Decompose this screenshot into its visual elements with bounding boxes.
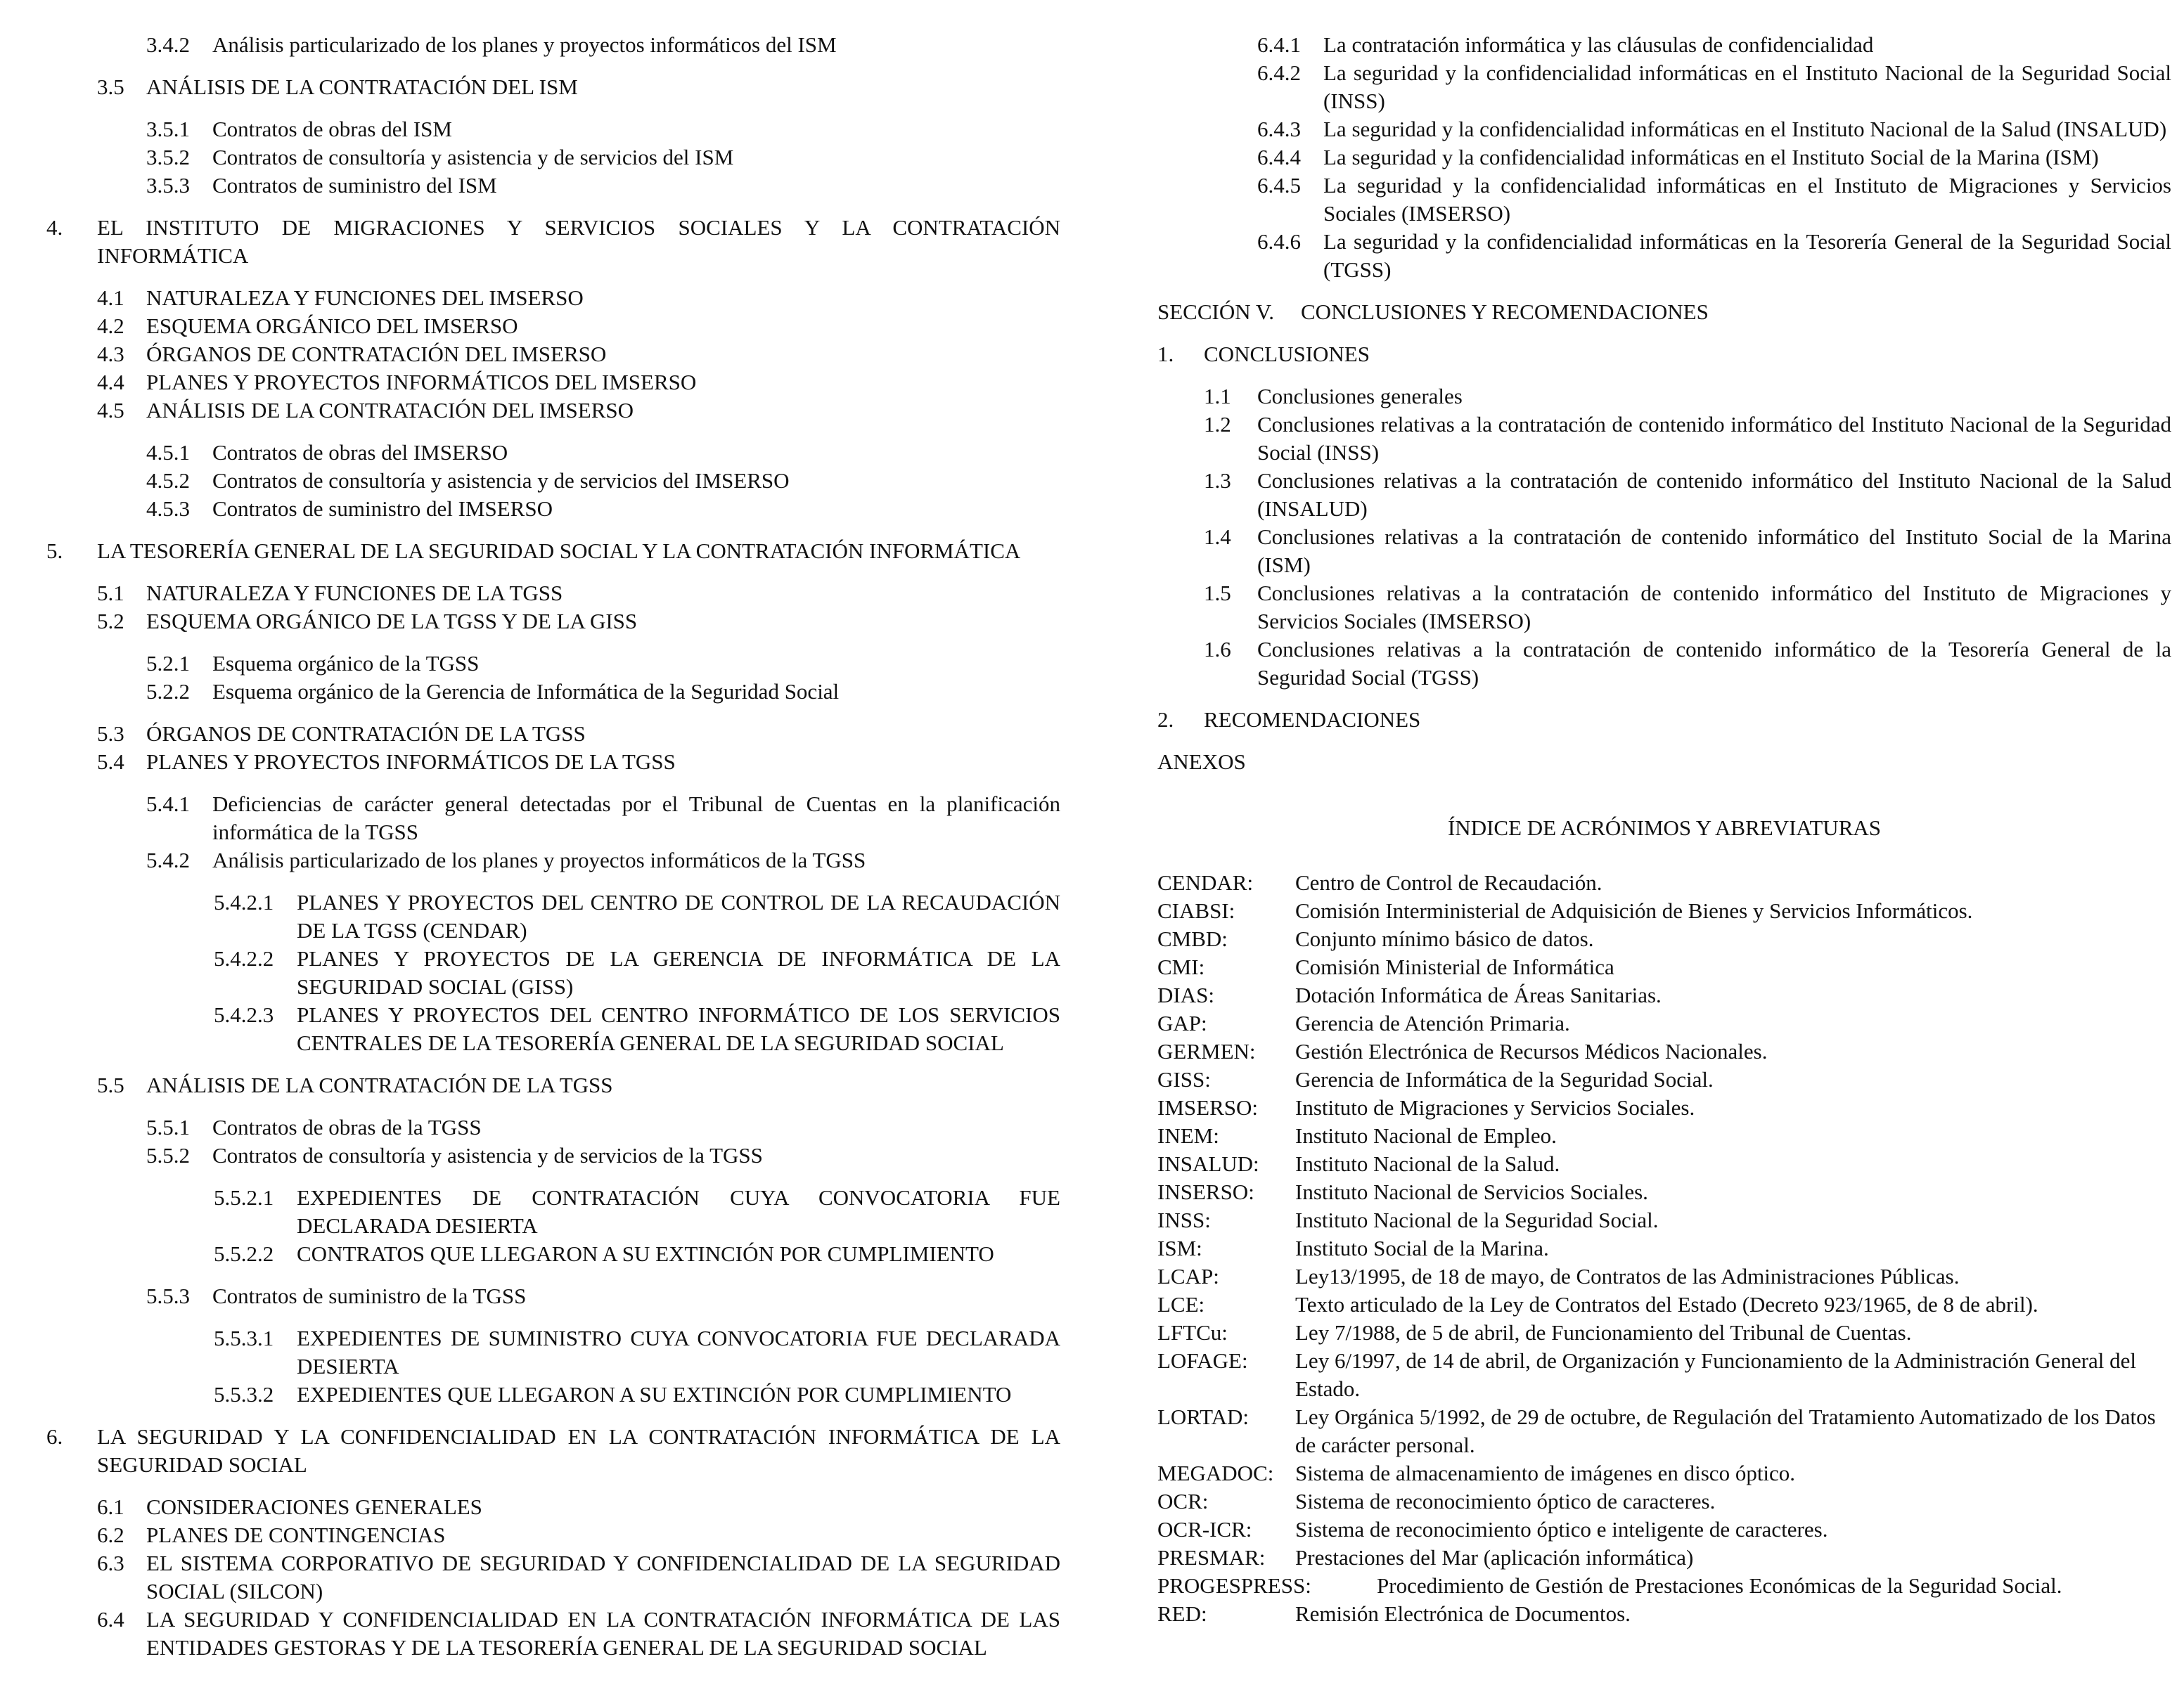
toc-entry-number: 5.3 [97,721,124,746]
toc-entry [1257,31,2171,59]
toc-entry [97,368,1060,396]
toc-entry-number: 6.4.5 [1257,173,1301,198]
acronym-abbr: INEM: [1157,1123,1219,1148]
acronym-abbr: INSS: [1157,1208,1211,1232]
toc-entry-number: 4.5 [97,398,124,422]
toc-entry-title: Conclusiones generales [1257,384,1463,408]
toc-entry-title: Esquema orgánico de la Gerencia de Informática de la Seguridad Social [212,679,840,704]
acronym-abbr: CENDAR: [1157,870,1254,895]
toc-entry-title: NATURALEZA Y FUNCIONES DE LA TGSS [146,581,563,605]
toc-entry-title: PLANES Y PROYECTOS DE LA GERENCIA DE INFORMÁTICA DE LA SEGURIDAD SOCIAL (GISS) [297,946,1060,999]
toc-entry-number: 4.5.2 [146,468,190,493]
toc-entry [146,143,1060,172]
toc-entry-title: EL INSTITUTO DE MIGRACIONES Y SERVICIOS SOCIALES Y LA CONTRATACIÓN INFORMÁTICA [97,215,1060,268]
acronym-abbr: ISM: [1157,1236,1202,1260]
toc-entry-title: CONCLUSIONES [1204,342,1370,366]
acronym-entry [1157,981,2171,1009]
toc-entry-number: 6.4.1 [1257,32,1301,57]
toc-entry-title: ANÁLISIS DE LA CONTRATACIÓN DEL ISM [146,75,578,99]
toc-entry [146,846,1060,874]
toc-entry-title: EXPEDIENTES DE SUMINISTRO CUYA CONVOCATORIA FUE DECLARADA DESIERTA [297,1326,1060,1379]
acronym-definition: Ley 7/1988, de 5 de abril, de Funcionamiento del Tribunal de Cuentas. [1295,1320,1912,1345]
acronym-entry [1157,1459,2171,1487]
toc-entry [1204,635,2171,692]
toc-entry [1157,298,2171,326]
toc-entry [214,1324,1060,1381]
toc-entry-number: 1.4 [1204,524,1231,549]
toc-entry-title: CONTRATOS QUE LLEGARON A SU EXTINCIÓN POR CUMPLIMIENTO [297,1241,994,1266]
toc-entry-number: 5.5.2.1 [214,1185,274,1210]
acronyms-title: ÍNDICE DE ACRÓNIMOS Y ABREVIATURAS [1447,815,1882,840]
acronym-definition: Gestión Electrónica de Recursos Médicos Nacionales. [1295,1039,1768,1064]
toc-entry [146,467,1060,495]
toc-entry [146,1142,1060,1170]
acronym-definition: Comisión Interministerial de Adquisición de Bienes y Servicios Informáticos. [1295,898,1973,923]
acronym-definition: Instituto Social de la Marina. [1295,1236,1549,1260]
toc-entry-number: 1.5 [1204,581,1231,605]
acronym-definition: Sistema de reconocimiento óptico de caracteres. [1295,1489,1716,1513]
toc-entry-number: 6.4.6 [1257,229,1301,254]
acronym-entry [1157,1291,2171,1319]
acronym-entry [1157,953,2171,981]
toc-entry [97,1493,1060,1521]
toc-entry [146,439,1060,467]
toc-entry-number: 6.4.2 [1257,60,1301,85]
toc-entry-number: 6. [46,1424,63,1449]
acronym-definition: Ley 6/1997, de 14 de abril, de Organización y Funcionamiento de la Administración General del Estado. [1295,1348,2137,1401]
toc-entry-number: 3.5 [97,75,124,99]
toc-entry-title: Contratos de obras de la TGSS [212,1115,482,1140]
acronym-definition: Comisión Ministerial de Informática [1295,955,1614,979]
toc-entry-title: PLANES DE CONTINGENCIAS [146,1523,446,1547]
toc-entry [1157,706,2171,734]
toc-entry [1257,143,2171,172]
acronym-abbr: INSERSO: [1157,1180,1254,1204]
toc-entry-number: 1.3 [1204,468,1231,493]
acronym-definition: Instituto de Migraciones y Servicios Sociales. [1295,1095,1695,1120]
acronym-abbr: MEGADOC: [1157,1461,1274,1485]
acronym-entry [1157,1263,2171,1291]
toc-entry-title: LA SEGURIDAD Y LA CONFIDENCIALIDAD EN LA CONTRATACIÓN INFORMÁTICA DE LA SEGURIDAD SOCIAL [97,1424,1060,1477]
toc-entry-title: PLANES Y PROYECTOS INFORMÁTICOS DEL IMSERSO [146,370,697,394]
toc-entry [97,1549,1060,1606]
right-column [1157,31,2171,1628]
toc-entry-number: 3.5.2 [146,145,190,169]
toc-entry-number: 5.4.2.3 [214,1002,274,1027]
acronym-abbr: GERMEN: [1157,1039,1256,1064]
toc-entry-title: Conclusiones relativas a la contratación de contenido informático del Instituto Nacional de la Salud (INSALUD) [1257,468,2171,521]
toc-entry-number: 3.4.2 [146,32,190,57]
toc-entry [146,31,1060,59]
toc-entry-number: 5.1 [97,581,124,605]
acronym-definition: Centro de Control de Recaudación. [1295,870,1602,895]
toc-entry-number: 6.3 [97,1551,124,1575]
toc-entry-title: La seguridad y la confidencialidad informáticas en el Instituto de Migraciones y Servicios Sociales (IMSERSO) [1323,173,2171,226]
toc-entry-title: ANÁLISIS DE LA CONTRATACIÓN DEL IMSERSO [146,398,634,422]
toc-entry-title: ESQUEMA ORGÁNICO DEL IMSERSO [146,314,518,338]
toc-entry [1204,382,2171,411]
toc-entry-number: 5.4.2 [146,848,190,872]
toc-entry [1257,59,2171,115]
toc-entry-number: 5.4.1 [146,792,190,816]
acronym-entry [1157,1516,2171,1544]
toc-entry-number: 6.2 [97,1523,124,1547]
toc-entry [46,1423,1060,1479]
toc-entry-number: 3.5.3 [146,173,190,198]
toc-entry-title: Contratos de suministro de la TGSS [212,1284,527,1308]
toc-entry-title: La seguridad y la confidencialidad informáticas en la Tesorería General de la Seguridad Social (TGSS) [1323,229,2171,282]
left-column [46,31,1060,1662]
toc-entry-title: Contratos de obras del ISM [212,117,452,141]
toc-entry [97,748,1060,776]
acronym-definition: Instituto Nacional de la Seguridad Social. [1295,1208,1659,1232]
acronym-definition: Instituto Nacional de Empleo. [1295,1123,1557,1148]
acronym-abbr: GISS: [1157,1067,1211,1092]
toc-entry [97,1071,1060,1099]
toc-entry-title: La seguridad y la confidencialidad informáticas en el Instituto Social de la Marina (ISM) [1323,145,2099,169]
toc-entry-title: La contratación informática y las cláusulas de confidencialidad [1323,32,1874,57]
toc-entry [46,214,1060,270]
toc-entry [214,945,1060,1001]
acronym-entry [1157,1206,2171,1234]
toc-entry [97,396,1060,425]
acronym-abbr: LOFAGE: [1157,1348,1248,1373]
toc-entry [1204,523,2171,579]
toc-entry-title: CONSIDERACIONES GENERALES [146,1494,482,1519]
toc-entry-number: 4.1 [97,285,124,310]
toc-entry [97,607,1060,635]
toc-entry-number: 4.2 [97,314,124,338]
acronym-abbr: INSALUD: [1157,1151,1259,1176]
toc-entry-number: 1.6 [1204,637,1231,661]
acronym-abbr: DIAS: [1157,983,1214,1007]
acronym-entry [1157,1347,2171,1403]
toc-entry [146,790,1060,846]
toc-entry-number: 4.4 [97,370,124,394]
toc-entry [97,1521,1060,1549]
acronym-entry [1157,925,2171,953]
toc-entry [146,678,1060,706]
toc-entry-number: 5.5.2 [146,1143,190,1168]
acronym-definition: Remisión Electrónica de Documentos. [1295,1601,1631,1626]
toc-entry-number: 5. [46,538,63,563]
toc-entry-title: Contratos de suministro del IMSERSO [212,496,553,521]
toc-entry-title: LA TESORERÍA GENERAL DE LA SEGURIDAD SOCIAL Y LA CONTRATACIÓN INFORMÁTICA [97,538,1021,563]
toc-entry [1204,579,2171,635]
toc-entry [1157,748,2171,776]
toc-entry [97,73,1060,101]
toc-entry-title: La seguridad y la confidencialidad informáticas en el Instituto Nacional de la Salud (INSALUD) [1323,117,2167,141]
toc-entry-title: Contratos de obras del IMSERSO [212,440,508,465]
toc-entry-number: 6.4 [97,1607,124,1632]
toc-entry-title: Conclusiones relativas a la contratación de contenido informático del Instituto Social de la Marina (ISM) [1257,524,2171,577]
toc-entry [1204,467,2171,523]
toc-entry [214,889,1060,945]
toc-entry-number: 5.5.3.2 [214,1382,274,1407]
toc-entry-number: 4.3 [97,342,124,366]
toc-entry-title: Conclusiones relativas a la contratación de contenido informático del Instituto Nacional de la Seguridad Social (INSS) [1257,412,2171,465]
acronym-definition: Dotación Informática de Áreas Sanitarias. [1295,983,1662,1007]
toc-entry [214,1240,1060,1268]
acronym-abbr: LFTCu: [1157,1320,1228,1345]
toc-entry-title: LA SEGURIDAD Y CONFIDENCIALIDAD EN LA CONTRATACIÓN INFORMÁTICA DE LAS ENTIDADES GESTORAS Y DE LA TESORERÍA GENERAL DE LA SEGURIDAD SOCIAL [146,1607,1060,1660]
acronyms-list [1157,869,2171,1628]
toc-entry [1157,340,2171,368]
toc-entry-title: Contratos de consultoría y asistencia y de servicios del ISM [212,145,734,169]
toc-entry [46,537,1060,565]
acronym-definition: Sistema de reconocimiento óptico e inteligente de caracteres. [1295,1517,1828,1542]
toc-entry-title: Esquema orgánico de la TGSS [212,651,480,676]
acronym-entry [1157,869,2171,897]
acronym-abbr: IMSERSO: [1157,1095,1258,1120]
acronym-entry [1157,1094,2171,1122]
toc-entry-title: NATURALEZA Y FUNCIONES DEL IMSERSO [146,285,584,310]
acronym-entry [1157,1038,2171,1066]
acronym-definition: Ley13/1995, de 18 de mayo, de Contratos de las Administraciones Públicas. [1295,1264,1960,1289]
toc-entry-number: 5.5 [97,1073,124,1097]
toc-entry-title: ÓRGANOS DE CONTRATACIÓN DE LA TGSS [146,721,586,746]
acronym-abbr: LORTAD: [1157,1405,1249,1429]
toc-entry-title: ESQUEMA ORGÁNICO DE LA TGSS Y DE LA GISS [146,609,638,633]
acronym-entry [1157,1572,2171,1600]
toc-entry [146,650,1060,678]
acronym-entry [1157,1122,2171,1150]
acronym-abbr: LCE: [1157,1292,1205,1317]
toc-entry-number: 4. [46,215,63,240]
toc-entry-title: RECOMENDACIONES [1204,707,1421,732]
acronym-entry [1157,897,2171,925]
acronym-entry [1157,1544,2171,1572]
acronym-definition: Conjunto mínimo básico de datos. [1295,927,1594,951]
right-toc [1157,31,2171,776]
acronym-entry [1157,1009,2171,1038]
toc-entry-number: 5.5.2.2 [214,1241,274,1266]
toc-entry [146,1282,1060,1310]
toc-entry-number: 6.4.3 [1257,117,1301,141]
toc-entry [146,115,1060,143]
toc-entry-title: PLANES Y PROYECTOS DEL CENTRO INFORMÁTICO DE LOS SERVICIOS CENTRALES DE LA TESORERÍA GENERAL DE LA SEGURIDAD SOCIAL [297,1002,1060,1055]
toc-entry [97,1606,1060,1662]
toc-entry-number: 4.5.3 [146,496,190,521]
toc-entry-number: 1.1 [1204,384,1231,408]
toc-entry [214,1001,1060,1057]
toc-entry-number: 3.5.1 [146,117,190,141]
toc-entry [146,1113,1060,1142]
acronym-definition: Instituto Nacional de la Salud. [1295,1151,1560,1176]
acronym-abbr: GAP: [1157,1011,1207,1035]
acronym-entry [1157,1066,2171,1094]
toc-entry [1204,411,2171,467]
toc-entry-title: EL SISTEMA CORPORATIVO DE SEGURIDAD Y CONFIDENCIALIDAD DE LA SEGURIDAD SOCIAL (SILCON) [146,1551,1060,1603]
acronym-abbr: OCR: [1157,1489,1209,1513]
acronym-abbr: LCAP: [1157,1264,1219,1289]
toc-entry [1257,115,2171,143]
toc-entry [1257,172,2171,228]
toc-entry-title: Conclusiones relativas a la contratación de contenido informático de la Tesorería General de la Seguridad Social (TGSS) [1257,637,2171,690]
toc-entry-number: 5.4.2.2 [214,946,274,971]
toc-entry-number: 5.2 [97,609,124,633]
toc-entry-title: La seguridad y la confidencialidad informáticas en el Instituto Nacional de la Seguridad Social (INSS) [1323,60,2171,113]
toc-entry-title: Contratos de suministro del ISM [212,173,497,198]
toc-entry-title: Deficiencias de carácter general detectadas por el Tribunal de Cuentas en la planificación informática de la TGSS [212,792,1060,844]
toc-entry-number: 5.5.3 [146,1284,190,1308]
acronym-abbr: PROGESPRESS: [1157,1573,1311,1598]
toc-entry-title: EXPEDIENTES DE CONTRATACIÓN CUYA CONVOCATORIA FUE DECLARADA DESIERTA [297,1185,1060,1238]
toc-entry-title: Contratos de consultoría y asistencia y de servicios del IMSERSO [212,468,790,493]
acronym-definition: Sistema de almacenamiento de imágenes en disco óptico. [1295,1461,1796,1485]
acronym-abbr: CMI: [1157,955,1205,979]
toc-entry-title: PLANES Y PROYECTOS INFORMÁTICOS DE LA TGSS [146,749,676,774]
toc-entry-title: CONCLUSIONES Y RECOMENDACIONES [1301,299,1709,324]
toc-entry-number: 1. [1157,342,1174,366]
toc-entry-number: 5.4 [97,749,124,774]
acronym-definition: Texto articulado de la Ley de Contratos del Estado (Decreto 923/1965, de 8 de abril). [1295,1292,2038,1317]
toc-entry-title: Contratos de consultoría y asistencia y de servicios de la TGSS [212,1143,763,1168]
toc-entry-number: 4.5.1 [146,440,190,465]
acronym-definition: Instituto Nacional de Servicios Sociales. [1295,1180,1648,1204]
toc-entry [1257,228,2171,284]
acronym-abbr: OCR-ICR: [1157,1517,1252,1542]
acronym-definition: Prestaciones del Mar (aplicación informática) [1295,1545,1694,1570]
toc-entry-title: Análisis particularizado de los planes y proyectos informáticos del ISM [212,32,837,57]
toc-entry [214,1381,1060,1409]
acronym-entry [1157,1403,2171,1459]
acronym-definition: Ley Orgánica 5/1992, de 29 de octubre, de Regulación del Tratamiento Automatizado de los Datos de carácter personal. [1295,1405,2156,1457]
toc-entry [97,312,1060,340]
toc-entry-number: SECCIÓN V. [1157,299,1274,324]
acronym-definition: Procedimiento de Gestión de Prestaciones Económicas de la Seguridad Social. [1377,1573,2062,1598]
toc-entry-number: 5.5.3.1 [214,1326,274,1350]
acronym-abbr: CIABSI: [1157,898,1235,923]
toc-entry-number: 5.2.1 [146,651,190,676]
toc-entry [97,720,1060,748]
toc-entry-number: 1.2 [1204,412,1231,437]
toc-entry-title: Conclusiones relativas a la contratación de contenido informático del Instituto de Migraciones y Servicios Sociales (IMSERSO) [1257,581,2171,633]
acronym-entry [1157,1234,2171,1263]
toc-entry [146,495,1060,523]
toc-entry-title: ANÁLISIS DE LA CONTRATACIÓN DE LA TGSS [146,1073,613,1097]
toc-entry-title: Análisis particularizado de los planes y proyectos informáticos de la TGSS [212,848,866,872]
acronym-abbr: RED: [1157,1601,1207,1626]
toc-entry-number: 5.5.1 [146,1115,190,1140]
toc-entry-title: EXPEDIENTES QUE LLEGARON A SU EXTINCIÓN POR CUMPLIMIENTO [297,1382,1012,1407]
acronym-abbr: CMBD: [1157,927,1228,951]
acronym-entry [1157,1150,2171,1178]
toc-entry-number: 2. [1157,707,1174,732]
toc-entry-number: 6.1 [97,1494,124,1519]
toc-entry [146,172,1060,200]
toc-entry-number: 5.4.2.1 [214,890,274,915]
acronym-definition: Gerencia de Atención Primaria. [1295,1011,1570,1035]
acronym-entry [1157,1600,2171,1628]
toc-entry-title: ÓRGANOS DE CONTRATACIÓN DEL IMSERSO [146,342,607,366]
toc-entry-title: PLANES Y PROYECTOS DEL CENTRO DE CONTROL DE LA RECAUDACIÓN DE LA TGSS (CENDAR) [297,890,1060,943]
toc-entry [214,1184,1060,1240]
acronym-definition: Gerencia de Informática de la Seguridad Social. [1295,1067,1714,1092]
acronym-entry [1157,1178,2171,1206]
toc-entry-title: ANEXOS [1157,749,1246,774]
toc-entry-number: 5.2.2 [146,679,190,704]
acronym-abbr: PRESMAR: [1157,1545,1266,1570]
acronym-entry [1157,1319,2171,1347]
toc-entry [97,579,1060,607]
toc-entry [97,284,1060,312]
toc-entry [97,340,1060,368]
acronym-entry [1157,1487,2171,1516]
toc-entry-number: 6.4.4 [1257,145,1301,169]
